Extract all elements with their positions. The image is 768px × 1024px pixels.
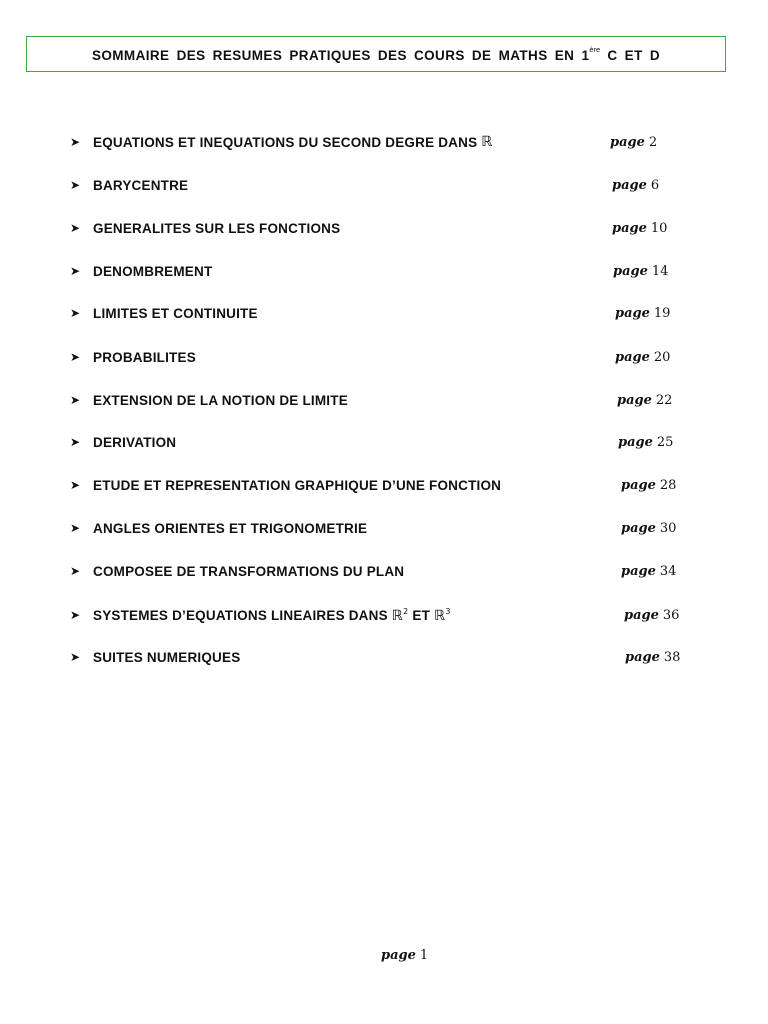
page-word: page (613, 263, 648, 279)
arrow-bullet-icon: ➤ (70, 393, 81, 407)
title-main: SOMMAIRE DES RESUMES PRATIQUES DES COURS DE MATHS EN 1 (91, 48, 590, 63)
real-numbers-symbol (392, 607, 409, 624)
toc-item-page (621, 561, 676, 581)
page-number: 38 (663, 649, 681, 665)
page-word: page (610, 134, 645, 150)
page-number: 19 (653, 305, 671, 321)
page-number: 14 (651, 263, 669, 279)
symbol-r: ℝ (391, 607, 404, 624)
page-word: page (618, 434, 653, 450)
toc-item[interactable] (70, 175, 188, 195)
toc-item-label: GENERALITES SUR LES FONCTIONS (93, 220, 341, 236)
title-superscript: ère (589, 45, 601, 54)
title-box (26, 36, 726, 72)
page-word: page (615, 349, 650, 365)
toc-item[interactable] (70, 303, 258, 323)
toc-item[interactable] (70, 432, 176, 452)
arrow-bullet-icon: ➤ (70, 264, 81, 278)
toc-item-page (612, 218, 667, 238)
toc-item-label: COMPOSEE DE TRANSFORMATIONS DU PLAN (93, 563, 405, 579)
toc-item-page (621, 518, 676, 538)
toc-item[interactable] (70, 132, 493, 152)
arrow-bullet-icon: ➤ (70, 435, 81, 449)
arrow-bullet-icon: ➤ (70, 306, 81, 320)
toc-item-label: LIMITES ET CONTINUITE (93, 305, 258, 321)
arrow-bullet-icon: ➤ (70, 221, 81, 235)
toc-item-page (625, 647, 680, 667)
arrow-bullet-icon: ➤ (70, 608, 81, 622)
page-number: 30 (659, 520, 677, 536)
title-end: C ET D (607, 48, 661, 63)
arrow-bullet-icon: ➤ (70, 650, 81, 664)
page-word: page (621, 520, 656, 536)
page-word: page (612, 220, 647, 236)
page-number: 36 (662, 607, 680, 623)
toc-item[interactable] (70, 518, 367, 538)
page-number: 28 (659, 477, 677, 493)
page-footer (381, 945, 428, 965)
toc-item-page (610, 132, 657, 152)
toc-item-label: BARYCENTRE (93, 177, 189, 193)
toc-item-label: ETUDE ET REPRESENTATION GRAPHIQUE D’UNE FONCTION (93, 477, 502, 493)
symbol-exponent: 3 (445, 606, 451, 616)
toc-item[interactable] (70, 475, 501, 495)
toc-item-label: EXTENSION DE LA NOTION DE LIMITE (93, 392, 348, 408)
toc-item-label: PROBABILITES (93, 349, 196, 365)
toc-item-page (624, 605, 679, 625)
page-number: 10 (650, 220, 668, 236)
toc-item-page (613, 261, 668, 281)
page-number: 22 (655, 392, 673, 408)
page-number: 6 (650, 177, 660, 193)
page-number: 2 (648, 134, 658, 150)
page-word: page (617, 392, 652, 408)
toc-item-page (615, 347, 670, 367)
toc-item[interactable] (70, 605, 451, 625)
arrow-bullet-icon: ➤ (70, 521, 81, 535)
toc-item[interactable] (70, 561, 404, 581)
footer-page-number: 1 (419, 947, 429, 963)
page-word: page (615, 305, 650, 321)
toc-item-page (612, 175, 659, 195)
toc-item-page (615, 303, 670, 323)
toc-item-page (617, 390, 672, 410)
toc-item-page (618, 432, 673, 452)
arrow-bullet-icon: ➤ (70, 178, 81, 192)
document-title (92, 45, 660, 63)
page-number: 20 (653, 349, 671, 365)
page-number: 34 (659, 563, 677, 579)
toc-item-page (621, 475, 676, 495)
page-word: page (612, 177, 647, 193)
page-word: page (621, 477, 656, 493)
page-number: 25 (656, 434, 674, 450)
toc-item-label: DENOMBREMENT (93, 263, 213, 279)
toc-item[interactable] (70, 647, 240, 667)
toc-item-label: ANGLES ORIENTES ET TRIGONOMETRIE (93, 520, 368, 536)
footer-page-word: page (381, 947, 416, 963)
toc-item-separator: ET (412, 607, 431, 623)
page-word: page (624, 607, 659, 623)
real-numbers-symbol: ℝ (481, 134, 493, 150)
toc-item-label: SUITES NUMERIQUES (93, 649, 241, 665)
arrow-bullet-icon: ➤ (70, 350, 81, 364)
page-word: page (621, 563, 656, 579)
arrow-bullet-icon: ➤ (70, 564, 81, 578)
arrow-bullet-icon: ➤ (70, 135, 81, 149)
toc-item-label: SYSTEMES D’EQUATIONS LINEAIRES DANS (93, 607, 388, 623)
toc-item-label: DERIVATION (93, 434, 177, 450)
real-numbers-symbol (434, 607, 451, 624)
page-word: page (625, 649, 660, 665)
symbol-exponent: 2 (403, 606, 409, 616)
arrow-bullet-icon: ➤ (70, 478, 81, 492)
toc-item[interactable] (70, 218, 340, 238)
toc-item[interactable] (70, 347, 196, 367)
toc-item[interactable] (70, 390, 348, 410)
symbol-r: ℝ (434, 607, 446, 624)
toc-item-label: EQUATIONS ET INEQUATIONS DU SECOND DEGRE DANS (93, 134, 478, 150)
toc-item[interactable] (70, 261, 212, 281)
